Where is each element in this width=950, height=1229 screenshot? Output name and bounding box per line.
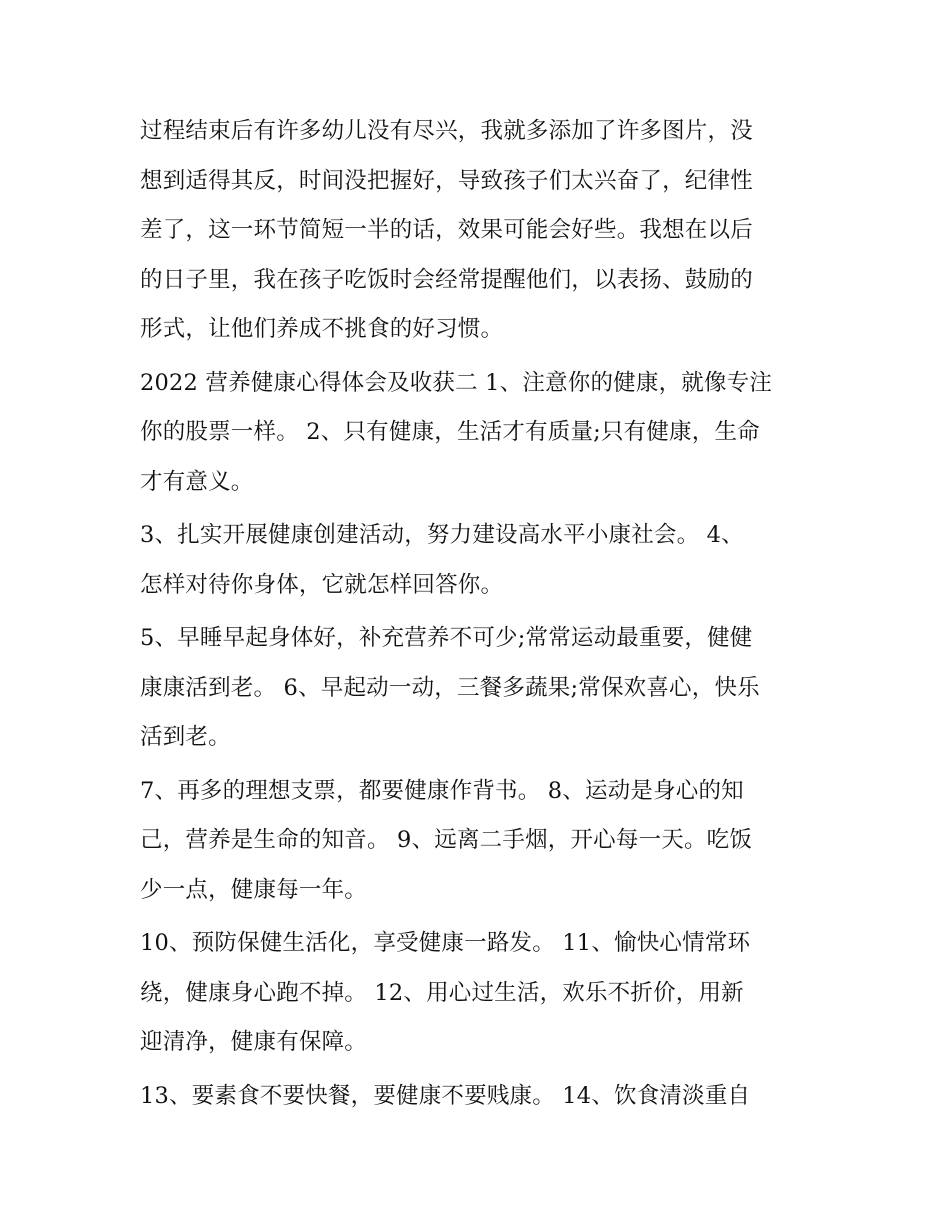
text-line: 5、早睡早起身体好，补充营养不可少;常常运动最重要，健健: [140, 625, 753, 651]
paragraph-slogan-10-12: [140, 919, 820, 1068]
text-line: 绕，健康身心跑不掉。 12、用心过生活，欢乐不折价，用新: [140, 979, 744, 1006]
text-line: 7、再多的理想支票，都要健康作背书。 8、运动是身心的知: [140, 777, 744, 804]
text-line: 想到适得其反，时间没把握好，导致孩子们太兴奋了，纪律性: [140, 167, 753, 194]
text-line: 己，营养是生命的知音。 9、远离二手烟，开心每一天。吃饭: [140, 827, 753, 853]
paragraph-reflection: [140, 107, 820, 355]
text-line: 迎清净，健康有保障。: [140, 1029, 368, 1055]
paragraph-slogan-5-6: [140, 614, 820, 763]
text-line: 13、要素食不要快餐，要健康不要贱康。 14、饮食清淡重自: [140, 1082, 751, 1109]
text-line: 10、预防保健生活化，享受健康一路发。 11、愉快心情常环: [140, 930, 751, 956]
text-line: 差了，这一环节简短一半的话，效果可能会好些。我想在以后: [140, 217, 753, 243]
text-line: 怎样对待你身体，它就怎样回答你。: [140, 571, 504, 598]
text-line: 才有意义。: [140, 468, 254, 495]
paragraph-slogan-3-4: [140, 511, 820, 610]
text-line: 形式，让他们养成不挑食的好习惯。: [140, 316, 504, 342]
text-line: 少一点，健康每一年。: [140, 876, 368, 903]
text-line: 活到老。: [140, 724, 231, 750]
text-line: 的日子里，我在孩子吃饭时会经常提醒他们，以表扬、鼓励的: [140, 266, 753, 293]
text-line: 2022 营养健康心得体会及收获二 1、注意你的健康，就像专注: [140, 369, 773, 396]
text-line: 你的股票一样。 2、只有健康，生活才有质量;只有健康，生命: [140, 419, 760, 445]
text-line: 过程结束后有许多幼儿没有尽兴，我就多添加了许多图片，没: [140, 118, 753, 144]
body-text: [140, 107, 820, 1125]
text-line: 康康活到老。 6、早起动一动，三餐多蔬果;常保欢喜心，快乐: [140, 674, 760, 701]
paragraph-slogan-7-9: [140, 767, 820, 916]
text-line: 3、扎实开展健康创建活动，努力建设高水平小康社会。 4、: [140, 522, 744, 548]
paragraph-slogan-13-14: [140, 1072, 820, 1122]
paragraph-heading-2022: [140, 359, 820, 508]
